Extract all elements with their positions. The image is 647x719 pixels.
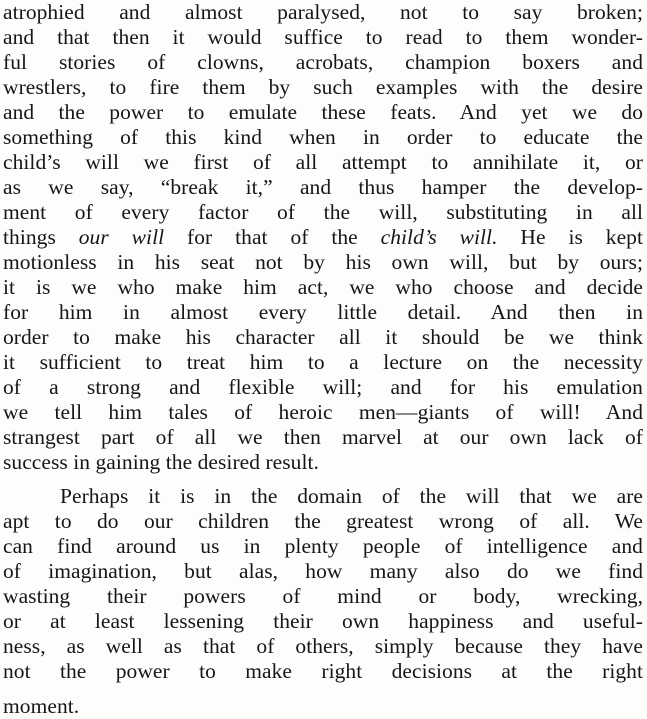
text-segment: for that of the: [164, 225, 381, 249]
text-line: and that then it would suffice to read to them wonder-: [3, 25, 643, 49]
text-line: as we say, “break it,” and thus hamper the develop-: [3, 175, 643, 199]
text-line: it is we who make him act, we who choose and decide: [3, 275, 643, 299]
text-segment: things: [3, 225, 79, 249]
text-segment: He is kept: [497, 225, 643, 249]
text-line: of a strong and flexible will; and for his emulation: [3, 375, 643, 399]
text-line: and the power to emulate these feats. And yet we do: [3, 100, 643, 124]
paragraph-last-line: success in gaining the desired result.: [3, 450, 319, 474]
text-line: order to make his character all it should be we think: [3, 325, 643, 349]
text-line: ness, as well as that of others, simply because they have: [3, 634, 643, 658]
text-line: or at least lessening their own happiness and useful-: [3, 609, 643, 633]
text-line: it sufficient to treat him to a lecture on the necessity: [3, 350, 643, 374]
text-line: for him in almost every little detail. And then in: [3, 300, 643, 324]
text-line: we tell him tales of heroic men—giants of will! And: [3, 400, 643, 424]
text-line: atrophied and almost paralysed, not to say broken;: [3, 0, 643, 24]
paragraph-last-line: moment.: [3, 694, 80, 718]
text-line: ful stories of clowns, acrobats, champion boxers and: [3, 50, 643, 74]
text-line: ment of every factor of the will, substituting in all: [3, 200, 643, 224]
text-line: can find around us in plenty people of intelligence and: [3, 534, 643, 558]
italic-emphasis: our will: [78, 225, 165, 249]
text-line: motionless in his seat not by his own will, but by ours;: [3, 250, 643, 274]
text-line: something of this kind when in order to educate the: [3, 125, 643, 149]
text-line: child’s will we first of all attempt to annihilate it, or: [3, 150, 643, 174]
italic-emphasis: child’s will.: [380, 225, 498, 249]
text-line: of imagination, but alas, how many also do we find: [3, 559, 643, 583]
text-line: wrestlers, to fire them by such examples with the desire: [3, 75, 643, 99]
text-line-with-emphasis: [3, 225, 643, 249]
text-line: strangest part of all we then marvel at our own lack of: [3, 425, 643, 449]
paragraph-first-line: Perhaps it is in the domain of the will that we are: [60, 484, 643, 508]
text-line: wasting their powers of mind or body, wrecking,: [3, 584, 643, 608]
text-line: not the power to make right decisions at the right: [3, 659, 643, 683]
text-line: apt to do our children the greatest wrong of all. We: [3, 509, 643, 533]
